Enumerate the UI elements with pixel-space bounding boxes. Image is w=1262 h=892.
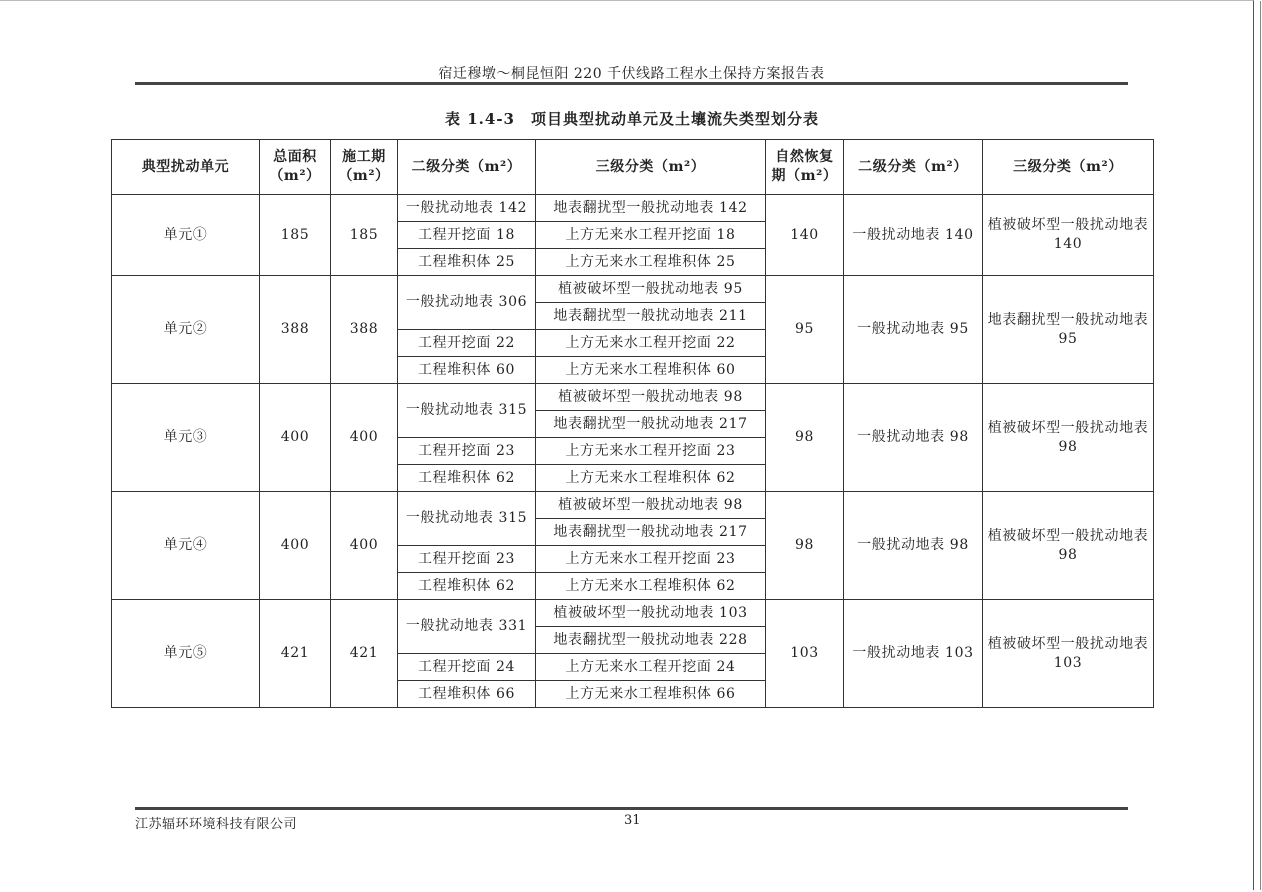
table-row — [112, 492, 1154, 519]
level3-cell: 地表翻扰型一般扰动地表 228 — [536, 627, 766, 654]
total-area-cell: 400 — [260, 384, 331, 492]
recovery-area-cell: 103 — [766, 600, 844, 708]
level3-cell: 地表翻扰型一般扰动地表 211 — [536, 303, 766, 330]
level2-cell: 工程开挖面 24 — [398, 654, 536, 681]
level2-cell: 一般扰动地表 331 — [398, 600, 536, 654]
recovery-area-cell: 140 — [766, 195, 844, 276]
document-header-title: 宿迁穆墩～桐昆恒阳 220 千伏线路工程水土保持方案报告表 — [438, 66, 825, 82]
column-header — [260, 140, 331, 195]
column-header-line2: 期（m²） — [771, 168, 838, 184]
level3-cell: 上方无来水工程开挖面 22 — [536, 330, 766, 357]
recovery-area-cell: 98 — [766, 384, 844, 492]
column-header — [112, 140, 260, 195]
level3-cell: 地表翻扰型一般扰动地表 217 — [536, 519, 766, 546]
level2-cell: 工程堆积体 60 — [398, 357, 536, 384]
column-header-line1: 总面积 — [273, 149, 317, 165]
unit-name-cell: 单元② — [112, 276, 260, 384]
level3-cell: 地表翻扰型一般扰动地表 142 — [536, 195, 766, 222]
table-row — [112, 600, 1154, 627]
level2-cell: 工程堆积体 66 — [398, 681, 536, 708]
level2-cell: 工程堆积体 62 — [398, 465, 536, 492]
level3-cell: 上方无来水工程开挖面 18 — [536, 222, 766, 249]
recovery-level2-cell: 一般扰动地表 98 — [844, 384, 983, 492]
recovery-level3-cell: 植被破坏型一般扰动地表 103 — [983, 600, 1154, 708]
level2-cell: 工程开挖面 18 — [398, 222, 536, 249]
construction-area-cell: 421 — [331, 600, 398, 708]
column-header-line1: 施工期 — [342, 149, 386, 165]
header-rule — [135, 82, 1128, 85]
unit-name-cell: 单元⑤ — [112, 600, 260, 708]
construction-area-cell: 185 — [331, 195, 398, 276]
level2-cell: 工程堆积体 62 — [398, 573, 536, 600]
level3-cell: 植被破坏型一般扰动地表 103 — [536, 600, 766, 627]
level3-cell: 上方无来水工程开挖面 23 — [536, 438, 766, 465]
level2-cell: 工程堆积体 25 — [398, 249, 536, 276]
column-header — [331, 140, 398, 195]
level2-cell: 一般扰动地表 315 — [398, 384, 536, 438]
recovery-level3-cell: 地表翻扰型一般扰动地表 95 — [983, 276, 1154, 384]
footer-company: 江苏辐环环境科技有限公司 — [135, 817, 298, 832]
column-header-line1: 二级分类（m²） — [858, 158, 968, 175]
recovery-level3-cell: 植被破坏型一般扰动地表 140 — [983, 195, 1154, 276]
construction-area-cell: 400 — [331, 384, 398, 492]
total-area-cell: 400 — [260, 492, 331, 600]
level3-cell: 上方无来水工程堆积体 60 — [536, 357, 766, 384]
level3-cell: 植被破坏型一般扰动地表 98 — [536, 384, 766, 411]
column-header — [766, 140, 844, 195]
level2-cell: 一般扰动地表 306 — [398, 276, 536, 330]
recovery-area-cell: 98 — [766, 492, 844, 600]
column-header — [844, 140, 983, 195]
level3-cell: 上方无来水工程堆积体 66 — [536, 681, 766, 708]
recovery-level3-cell: 植被破坏型一般扰动地表 98 — [983, 384, 1154, 492]
unit-name-cell: 单元④ — [112, 492, 260, 600]
level3-cell: 上方无来水工程开挖面 24 — [536, 654, 766, 681]
page-number: 31 — [624, 813, 641, 828]
level2-cell: 工程开挖面 23 — [398, 546, 536, 573]
construction-area-cell: 388 — [331, 276, 398, 384]
unit-name-cell: 单元③ — [112, 384, 260, 492]
column-header-line2: （m²） — [269, 168, 321, 184]
column-header-line1: 自然恢复 — [775, 149, 834, 165]
recovery-area-cell: 95 — [766, 276, 844, 384]
table-title: 表 1.4-3 项目典型扰动单元及土壤流失类型划分表 — [445, 110, 819, 128]
level2-cell: 工程开挖面 23 — [398, 438, 536, 465]
level3-cell: 上方无来水工程堆积体 25 — [536, 249, 766, 276]
level3-cell: 上方无来水工程开挖面 23 — [536, 546, 766, 573]
total-area-cell: 421 — [260, 600, 331, 708]
level3-cell: 地表翻扰型一般扰动地表 217 — [536, 411, 766, 438]
level2-cell: 工程开挖面 22 — [398, 330, 536, 357]
level2-cell: 一般扰动地表 315 — [398, 492, 536, 546]
table-header-row — [112, 140, 1154, 195]
footer-rule — [135, 807, 1128, 810]
disturbance-unit-table — [111, 139, 1154, 708]
column-header-line1: 三级分类（m²） — [1013, 158, 1123, 175]
table-body — [112, 195, 1154, 708]
level3-cell: 上方无来水工程堆积体 62 — [536, 465, 766, 492]
level3-cell: 植被破坏型一般扰动地表 95 — [536, 276, 766, 303]
column-header-line1: 典型扰动单元 — [141, 158, 230, 175]
recovery-level2-cell: 一般扰动地表 95 — [844, 276, 983, 384]
level3-cell: 植被破坏型一般扰动地表 98 — [536, 492, 766, 519]
column-header-line1: 三级分类（m²） — [595, 158, 706, 175]
column-header — [398, 140, 536, 195]
table-row — [112, 384, 1154, 411]
column-header-line1: 二级分类（m²） — [411, 158, 522, 175]
column-header-line2: （m²） — [338, 168, 390, 184]
total-area-cell: 185 — [260, 195, 331, 276]
recovery-level2-cell: 一般扰动地表 103 — [844, 600, 983, 708]
level2-cell: 一般扰动地表 142 — [398, 195, 536, 222]
recovery-level2-cell: 一般扰动地表 140 — [844, 195, 983, 276]
total-area-cell: 388 — [260, 276, 331, 384]
recovery-level2-cell: 一般扰动地表 98 — [844, 492, 983, 600]
recovery-level3-cell: 植被破坏型一般扰动地表 98 — [983, 492, 1154, 600]
unit-name-cell: 单元① — [112, 195, 260, 276]
column-header — [983, 140, 1154, 195]
table-row — [112, 276, 1154, 303]
column-header — [536, 140, 766, 195]
construction-area-cell: 400 — [331, 492, 398, 600]
level3-cell: 上方无来水工程堆积体 62 — [536, 573, 766, 600]
table-row — [112, 195, 1154, 222]
